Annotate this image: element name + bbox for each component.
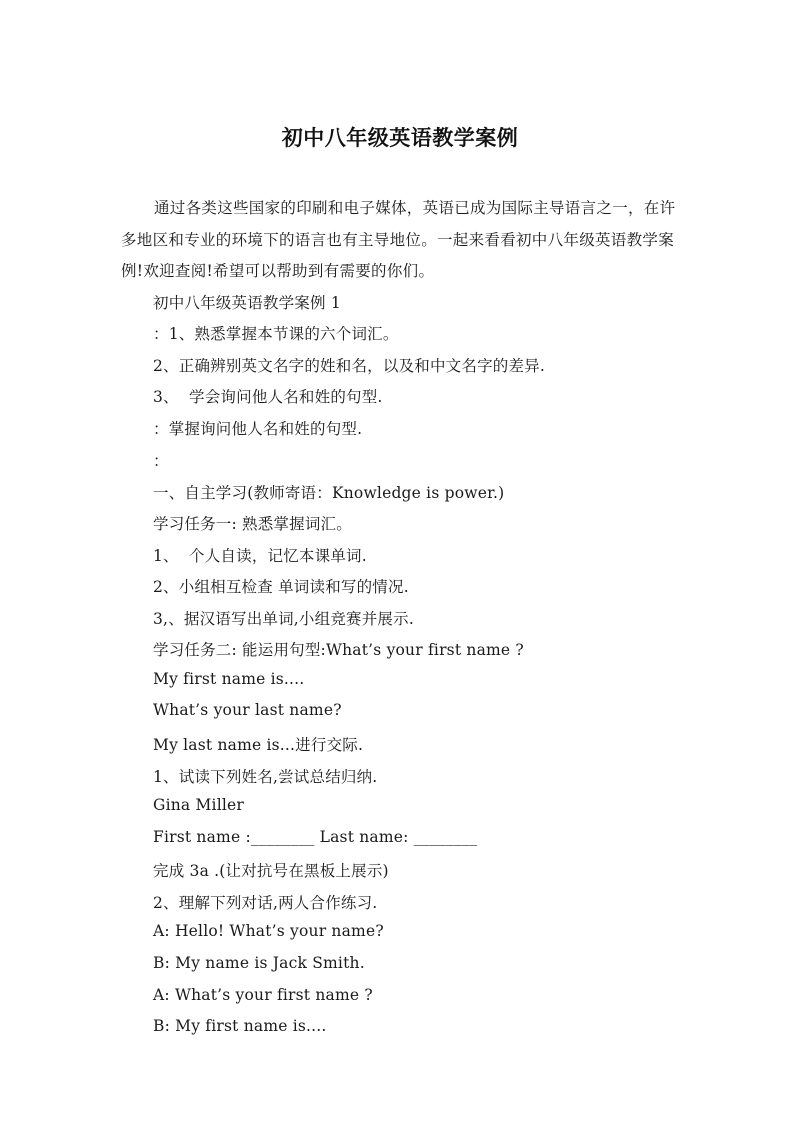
task-step: 3,、据汉语写出单词,小组竞赛并展示. [153, 610, 414, 628]
exercise-instruction: 完成 3a .(让对抗号在黑板上展示) [153, 862, 389, 880]
example-sentence: My first name is.... [153, 670, 305, 688]
dialogue-line: B: My name is Jack Smith. [153, 954, 365, 972]
case-heading: 初中八年级英语教学案例 1 [153, 294, 341, 312]
dialogue-line: A: Hello! What’s your name? [153, 922, 384, 940]
document-title: 初中八年级英语教学案例 [281, 126, 519, 150]
exercise-instruction: 1、试读下列姓名,尝试总结归纳. [153, 768, 378, 786]
exercise-instruction: 2、理解下列对话,两人合作练习. [153, 894, 378, 912]
objective-line: 2、正确辨别英文名字的姓和名，以及和中文名字的差异. [153, 357, 545, 375]
dialogue-line: A: What’s your first name ? [153, 986, 373, 1004]
key-point-line: ：掌握询问他人名和姓的句型. [153, 420, 363, 438]
colon-line: ： [153, 452, 169, 470]
task-heading: 学习任务一: 熟悉掌握词汇。 [153, 515, 352, 533]
fill-in-line: First name :________ Last name: ________ [153, 828, 478, 846]
dialogue-line: B: My first name is.... [153, 1017, 327, 1035]
example-sentence: My last name is...进行交际. [153, 736, 364, 754]
example-name: Gina Miller [153, 796, 245, 814]
task-step: 1、 个人自读，记忆本课单词. [153, 547, 367, 565]
section-heading: 一、自主学习(教师寄语：Knowledge is power.) [153, 484, 505, 502]
task-step: 2、小组相互检查 单词读和写的情况. [153, 578, 409, 596]
objective-line: 3、 学会询问他人名和姓的句型. [153, 388, 383, 406]
example-sentence: What’s your last name? [153, 701, 342, 719]
objective-line: ：1、熟悉掌握本节课的六个词汇。 [153, 325, 399, 343]
intro-paragraph: 通过各类这些国家的印刷和电子媒体，英语已成为国际主导语言之一，在许多地区和专业的环境下的语言也有主导地位。一起来看看初中八年级英语教学案例!欢迎查阅!希望可以帮助到有需要的你们。 [121, 199, 676, 280]
task-heading: 学习任务二: 能运用句型:What’s your first name ? [153, 641, 524, 659]
